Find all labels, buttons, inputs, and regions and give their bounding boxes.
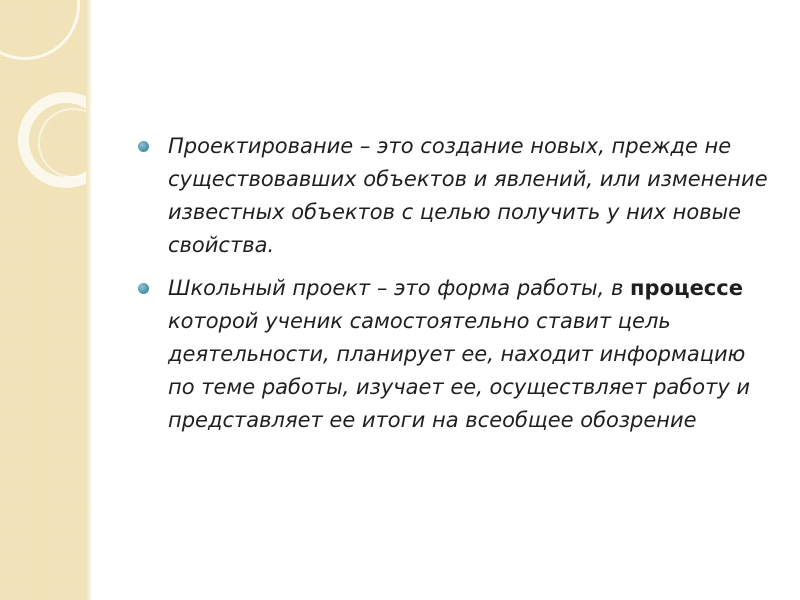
bullet-list xyxy=(138,130,778,447)
bullet-text: Проектирование – это создание новых, прежде не существовавших объектов и явлений, или изменение известных объектов с целью получить у них новые свойства. xyxy=(168,134,768,257)
decorative-side-band xyxy=(0,0,86,600)
bullet-dot-icon xyxy=(138,283,149,294)
bullet-item-school-project-definition xyxy=(138,272,778,437)
bullet-item-design-definition xyxy=(138,130,778,262)
bullet-dot-icon xyxy=(138,141,149,152)
ring-decoration-icon xyxy=(0,0,80,60)
bullet-text-emphasis: процессе xyxy=(630,276,743,300)
side-band-edge xyxy=(86,0,91,600)
bullet-text-end: которой ученик самостоятельно ставит цель деятельности, планирует ее, находит информацию по теме работы, изучает ее, осуществляет работу и представляет ее итоги на всеобщее обозрение xyxy=(168,309,751,432)
bullet-text-start: Школьный проект – это форма работы, в xyxy=(168,276,631,300)
